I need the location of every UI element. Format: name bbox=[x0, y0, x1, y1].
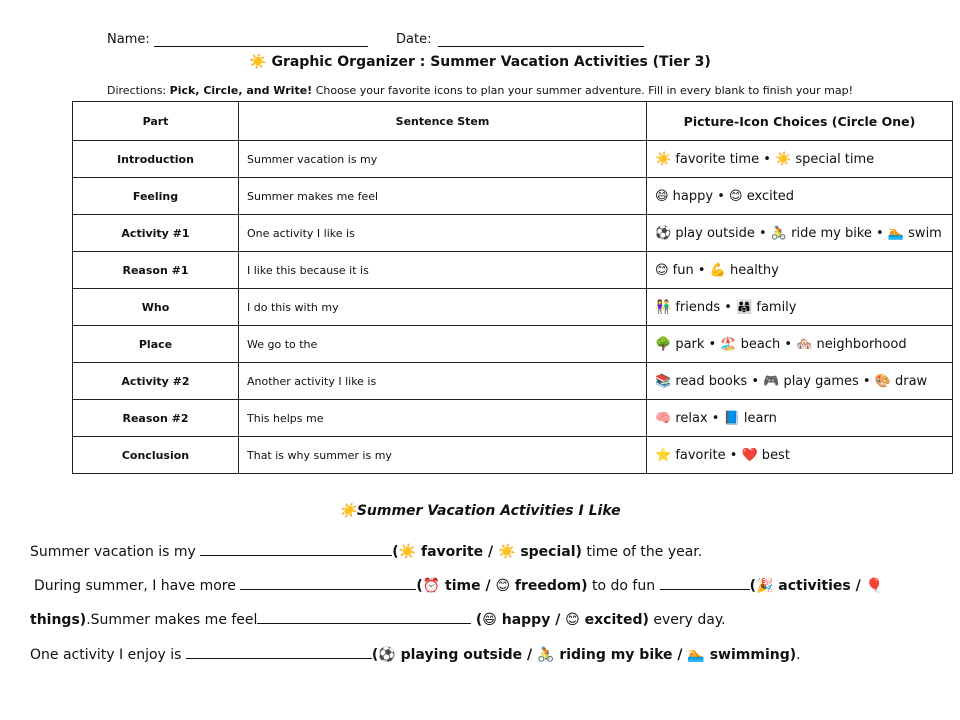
line2-stem: During summer, I have more bbox=[34, 578, 236, 594]
row-part: Activity #2 bbox=[73, 363, 239, 400]
header-icon-choices: Picture-Icon Choices (Circle One) bbox=[647, 102, 953, 141]
table-row bbox=[73, 400, 953, 437]
line2-choices[interactable]: (⏰ time / 😊 freedom) bbox=[416, 578, 588, 594]
table-row bbox=[73, 252, 953, 289]
row-stem: Summer vacation is my bbox=[239, 141, 647, 178]
row-stem: One activity I like is bbox=[239, 215, 647, 252]
table-row bbox=[73, 326, 953, 363]
line1-stem: Summer vacation is my bbox=[30, 544, 196, 560]
row-choices[interactable]: ⚽ play outside • 🚴 ride my bike • 🏊 swim bbox=[647, 215, 953, 252]
row-stem: Another activity I like is bbox=[239, 363, 647, 400]
summary-line-2 bbox=[34, 575, 954, 594]
summary-title bbox=[0, 503, 960, 519]
row-choices[interactable]: ⭐ favorite • ❤️ best bbox=[647, 437, 953, 474]
row-stem: This helps me bbox=[239, 400, 647, 437]
header-sentence-stem: Sentence Stem bbox=[239, 102, 647, 141]
line4-blank[interactable] bbox=[186, 644, 372, 659]
line1-end: time of the year. bbox=[586, 544, 703, 560]
name-date-header bbox=[0, 32, 960, 52]
row-stem: I like this because it is bbox=[239, 252, 647, 289]
line2-mid: to do fun bbox=[592, 578, 656, 594]
row-choices[interactable]: 😊 fun • 💪 healthy bbox=[647, 252, 953, 289]
sun-icon: ☀️ bbox=[249, 54, 267, 70]
row-part: Who bbox=[73, 289, 239, 326]
table-row bbox=[73, 141, 953, 178]
row-choices[interactable]: 🌳 park • 🏖️ beach • 🏘️ neighborhood bbox=[647, 326, 953, 363]
table-row bbox=[73, 178, 953, 215]
line2-blank-2[interactable] bbox=[660, 575, 750, 590]
directions-label: Directions: bbox=[107, 84, 167, 97]
row-choices[interactable]: 😄 happy • 😊 excited bbox=[647, 178, 953, 215]
row-part: Introduction bbox=[73, 141, 239, 178]
line4-end: . bbox=[796, 647, 801, 663]
line3-choice-end[interactable]: things) bbox=[30, 612, 87, 628]
row-choices[interactable]: ☀️ favorite time • ☀️ special time bbox=[647, 141, 953, 178]
row-stem: I do this with my bbox=[239, 289, 647, 326]
row-part: Activity #1 bbox=[73, 215, 239, 252]
line4-choices[interactable]: (⚽ playing outside / 🚴 riding my bike / 🏊 swimming) bbox=[371, 647, 797, 663]
line3-stem: .Summer makes me feel bbox=[86, 612, 258, 628]
row-part: Feeling bbox=[73, 178, 239, 215]
date-label: Date: bbox=[396, 32, 432, 47]
summary-title-text: Summer Vacation Activities I Like bbox=[356, 503, 621, 519]
line3-blank[interactable] bbox=[257, 609, 471, 624]
name-blank[interactable] bbox=[154, 46, 368, 47]
line1-blank[interactable] bbox=[200, 541, 392, 556]
summary-line-4 bbox=[30, 644, 950, 663]
page-title bbox=[0, 54, 960, 70]
directions-bold: Pick, Circle, and Write! bbox=[169, 84, 313, 97]
table-row bbox=[73, 437, 953, 474]
line3-end: every day. bbox=[653, 612, 726, 628]
row-choices[interactable]: 👫 friends • 👨‍👩‍👧 family bbox=[647, 289, 953, 326]
line2-blank[interactable] bbox=[240, 575, 416, 590]
row-part: Conclusion bbox=[73, 437, 239, 474]
line4-stem: One activity I enjoy is bbox=[30, 647, 182, 663]
line1-choices[interactable]: (☀️ favorite / ☀️ special) bbox=[392, 544, 582, 560]
sun-icon: ☀️ bbox=[339, 503, 357, 519]
line2-choices-2[interactable]: (🎉 activities / 🎈 bbox=[749, 578, 884, 594]
row-part: Reason #1 bbox=[73, 252, 239, 289]
row-part: Reason #2 bbox=[73, 400, 239, 437]
directions-text: Choose your favorite icons to plan your summer adventure. Fill in every blank to finish your map! bbox=[315, 84, 853, 97]
organizer-table bbox=[72, 101, 953, 474]
table-row bbox=[73, 289, 953, 326]
row-choices[interactable]: 📚 read books • 🎮 play games • 🎨 draw bbox=[647, 363, 953, 400]
date-blank[interactable] bbox=[438, 46, 644, 47]
summary-line-1 bbox=[30, 541, 950, 560]
table-row bbox=[73, 363, 953, 400]
row-stem: Summer makes me feel bbox=[239, 178, 647, 215]
row-choices[interactable]: 🧠 relax • 📘 learn bbox=[647, 400, 953, 437]
directions bbox=[0, 84, 960, 97]
summary-line-3 bbox=[30, 609, 950, 628]
row-stem: We go to the bbox=[239, 326, 647, 363]
table-row bbox=[73, 215, 953, 252]
line3-choices[interactable]: (😄 happy / 😊 excited) bbox=[475, 612, 649, 628]
header-part: Part bbox=[73, 102, 239, 141]
name-label: Name: bbox=[107, 32, 150, 47]
row-stem: That is why summer is my bbox=[239, 437, 647, 474]
page-title-text: Graphic Organizer : Summer Vacation Activities (Tier 3) bbox=[271, 54, 711, 70]
row-part: Place bbox=[73, 326, 239, 363]
table-header-row bbox=[73, 102, 953, 141]
